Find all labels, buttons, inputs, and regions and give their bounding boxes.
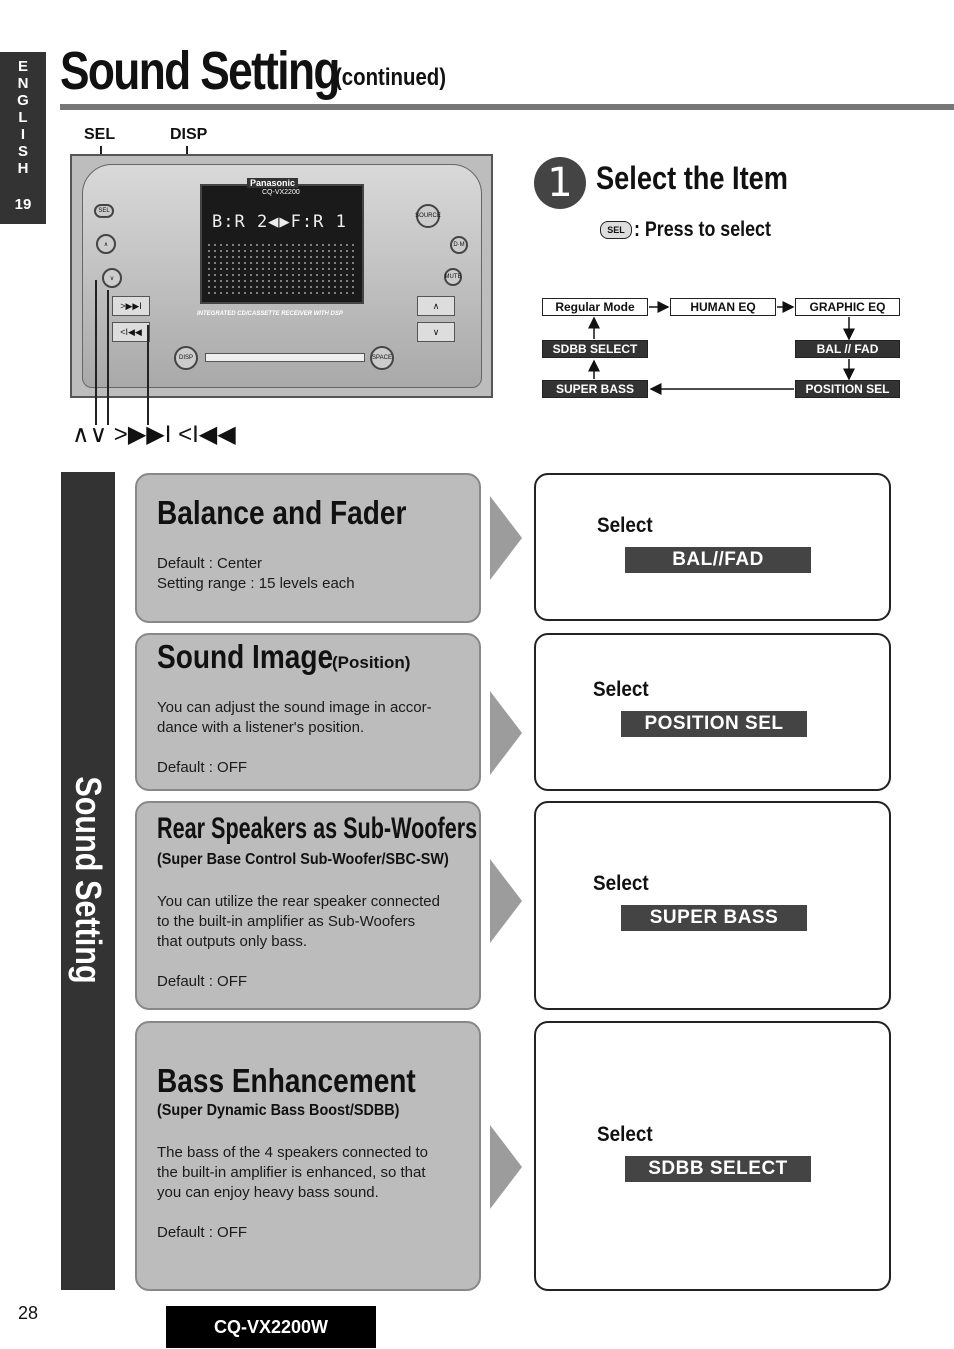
page-number: 28	[18, 1303, 39, 1323]
device-caption: INTEGRATED CD/CASSETTE RECEIVER WITH DSP	[197, 311, 343, 317]
side-title: Sound Setting	[68, 776, 109, 984]
section-title-suffix: (Position)	[332, 653, 411, 672]
select-label: Select	[593, 678, 649, 701]
arrow-right-icon	[490, 691, 522, 775]
dm-button[interactable]: D·M	[450, 236, 468, 254]
prev-track-button[interactable]: <I◀◀	[112, 322, 150, 342]
select-label: Select	[597, 1123, 653, 1146]
select-label: Select	[597, 514, 653, 537]
disp-button[interactable]: DISP	[174, 346, 198, 370]
select-label: Select	[593, 872, 649, 895]
source-button[interactable]: SOURCE	[416, 204, 440, 228]
mute-button[interactable]: MUTE	[444, 268, 462, 286]
flow-bal-fad: BAL // FAD	[795, 340, 900, 358]
section-subtitle: (Super Base Control Sub-Woofer/SBC-SW)	[157, 851, 449, 868]
section-text: Default : Center Setting range : 15 levels each	[157, 555, 355, 592]
section-title: Bass Enhancement	[157, 1062, 416, 1099]
section-title: Balance and Fader	[157, 494, 407, 531]
page-title: Sound Setting	[60, 41, 339, 101]
device-model: CQ-VX2200	[262, 189, 300, 196]
page-subtitle: (continued)	[335, 64, 447, 91]
select-value-box: BAL//FAD	[625, 547, 811, 573]
language-letters: E N G L I S H	[17, 58, 29, 177]
section-title: Sound Image	[157, 638, 334, 675]
sel-button[interactable]: SEL	[94, 204, 114, 218]
flow-super-bass: SUPER BASS	[542, 380, 648, 398]
title-rule	[60, 104, 954, 110]
model-badge: CQ-VX2200W	[166, 1306, 376, 1348]
up-button[interactable]: ∧	[96, 234, 116, 254]
device-brand: Panasonic	[247, 178, 298, 188]
vol-down-button[interactable]: ∨	[417, 322, 455, 342]
updown-pointer-1	[95, 280, 97, 425]
display-readout: B:R 2◀▶F:R 1	[212, 212, 347, 232]
section-text: You can adjust the sound image in accor- dance with a listener's position. Default : OFF	[157, 699, 432, 776]
arrow-right-icon	[490, 859, 522, 943]
select-value-box: SDBB SELECT	[625, 1156, 811, 1182]
flow-arrows	[540, 296, 902, 402]
flow-human-eq: HUMAN EQ	[670, 298, 776, 316]
disp-callout: DISP	[170, 126, 208, 143]
section-number: 19	[14, 196, 32, 213]
section-text: The bass of the 4 speakers connected to the built-in amplifier is enhanced, so that you can enjoy heavy bass sound. Default : OFF	[157, 1144, 429, 1241]
next-track-button[interactable]: >▶▶I	[112, 296, 150, 316]
space-button[interactable]: SPACE	[370, 346, 394, 370]
car-stereo-illustration	[70, 154, 493, 398]
flow-sdbb-select: SDBB SELECT	[542, 340, 648, 358]
flow-position-sel: POSITION SEL	[795, 380, 900, 398]
section-text: You can utilize the rear speaker connected to the built-in amplifier as Sub-Woofers that outputs only bass. Default : OFF	[157, 893, 440, 990]
step-number: 1	[534, 157, 586, 209]
display-segments	[206, 242, 356, 298]
sel-button-icon: SEL	[600, 221, 632, 239]
track-pointer	[147, 325, 149, 425]
sel-callout: SEL	[84, 126, 116, 143]
section-title: Rear Speakers as Sub-Woofers	[157, 812, 478, 845]
select-value-box: POSITION SEL	[621, 711, 807, 737]
arrow-right-icon	[490, 1125, 522, 1209]
down-button[interactable]: ∨	[102, 268, 122, 288]
press-instruction: : Press to select	[634, 218, 771, 241]
section-subtitle: (Super Dynamic Bass Boost/SDBB)	[157, 1102, 400, 1119]
flow-regular-mode: Regular Mode	[542, 298, 648, 316]
vol-up-button[interactable]: ∧	[417, 296, 455, 316]
step-title: Select the Item	[596, 160, 788, 196]
arrow-keys-legend: ∧∨ >▶▶I <I◀◀	[72, 421, 236, 448]
flow-graphic-eq: GRAPHIC EQ	[795, 298, 900, 316]
updown-pointer-2	[107, 290, 109, 425]
preset-buttons[interactable]	[205, 353, 365, 362]
arrow-right-icon	[490, 496, 522, 580]
select-value-box: SUPER BASS	[621, 905, 807, 931]
